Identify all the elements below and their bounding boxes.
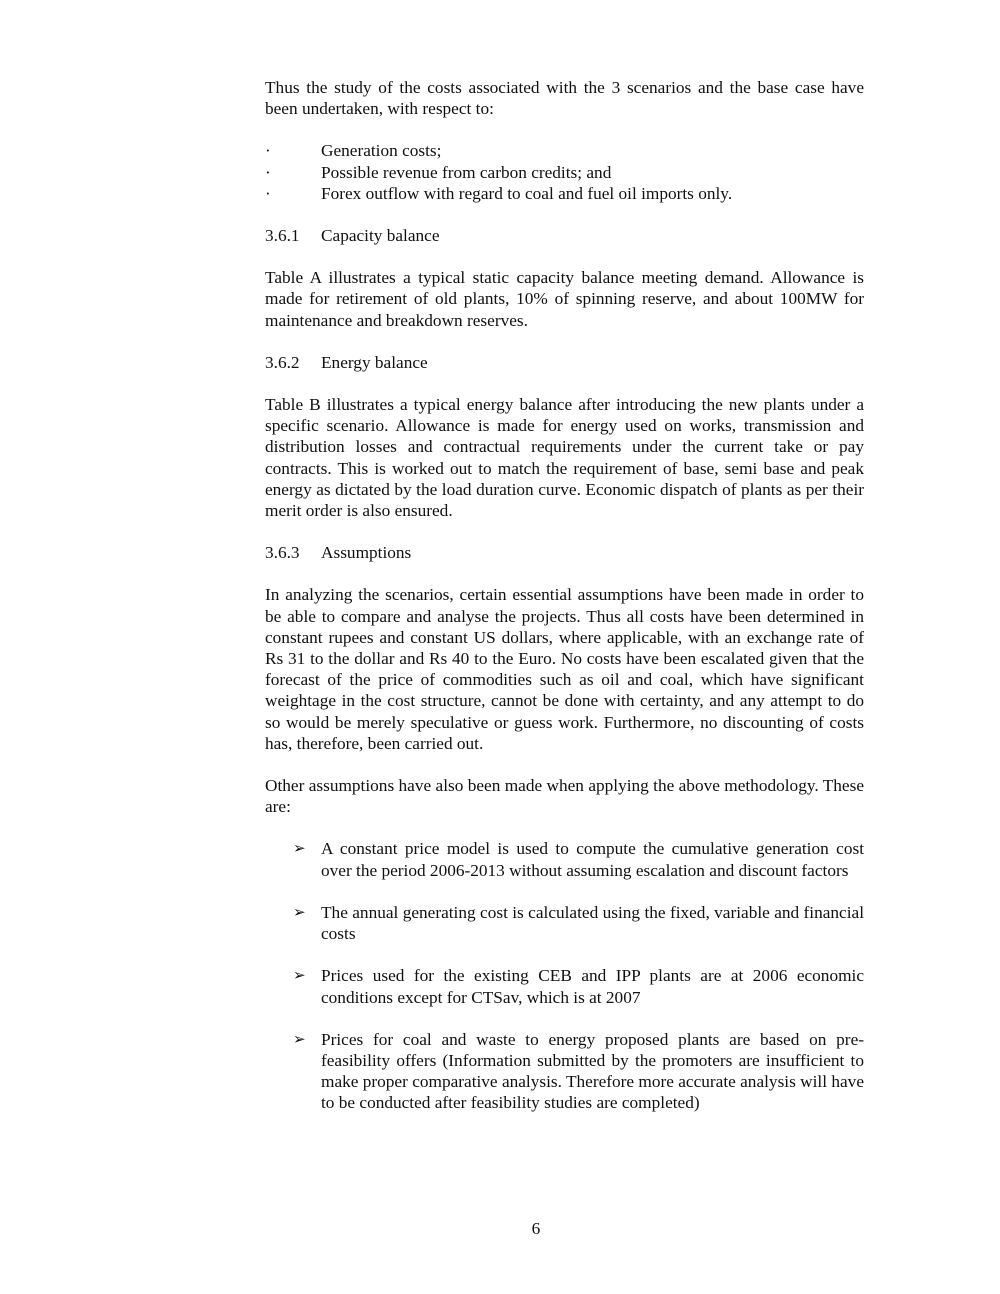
section-heading-energy-balance bbox=[265, 352, 864, 373]
list-item: · Possible revenue from carbon credits; and bbox=[265, 162, 612, 182]
section-title: Assumptions bbox=[321, 543, 412, 563]
cost-criteria-list bbox=[265, 140, 864, 204]
list-item: ➢ Prices for coal and waste to energy proposed plants are based on pre-feasibility offers (Information submitted by the promoters are insufficient to make proper comparative analysis. Therefore more accurate analysis will have to be conducted after feasibility studies are completed) bbox=[293, 1029, 864, 1113]
other-assumptions-paragraph: Other assumptions have also been made when applying the above methodology. These are: bbox=[265, 776, 864, 817]
assumptions-paragraph: In analyzing the scenarios, certain essential assumptions have been made in order to be able to compare and analyse the projects. Thus all costs have been determined in constant rupees and constant US dollars, where applicable, with an exchange rate of Rs 31 to the dollar and Rs 40 to the Euro. No costs have been escalated given that the forecast of the price of commodities such as oil and coal, which have significant weightage in the cost structure, cannot be done with certainty, and any attempt to do so would be merely speculative or guess work. Furthermore, no discounting of costs has, therefore, been carried out. bbox=[265, 585, 864, 753]
page-number: 6 bbox=[531, 1219, 541, 1238]
capacity-balance-paragraph: Table A illustrates a typical static capacity balance meeting demand. Allowance is made for retirement of old plants, 10% of spinning reserve, and about 100MW for maintenance and breakdown reserves. bbox=[265, 268, 864, 330]
list-item: ➢ A constant price model is used to compute the cumulative generation cost over the period 2006-2013 without assuming escalation and discount factors bbox=[293, 839, 864, 880]
arrow-bullet-icon: ➢ bbox=[293, 966, 306, 985]
arrow-bullet-icon: ➢ bbox=[293, 902, 306, 921]
section-heading-capacity-balance bbox=[265, 225, 864, 246]
section-title: Energy balance bbox=[321, 352, 428, 372]
list-item: ➢ Prices used for the existing CEB and IPP plants are at 2006 economic conditions except for CTSav, which is at 2007 bbox=[293, 966, 864, 1007]
bullet-dot-icon: · bbox=[265, 183, 271, 203]
section-title: Capacity balance bbox=[321, 226, 440, 246]
energy-balance-paragraph: Table B illustrates a typical energy balance after introducing the new plants under a specific scenario. Allowance is made for energy used on works, transmission and distribution losses and contractual requirements under the current take or pay contracts. This is worked out to match the requirement of base, semi base and peak energy as dictated by the load duration curve. Economic dispatch of plants as per their merit order is also ensured. bbox=[265, 395, 864, 521]
list-item: · Forex outflow with regard to coal and fuel oil imports only. bbox=[265, 183, 733, 203]
section-number: 3.6.3 bbox=[265, 543, 300, 563]
section-heading-assumptions bbox=[265, 542, 864, 563]
bullet-dot-icon: · bbox=[265, 141, 271, 161]
assumptions-list bbox=[265, 838, 864, 1113]
arrow-bullet-icon: ➢ bbox=[293, 1029, 306, 1048]
document-page bbox=[265, 77, 864, 1135]
arrow-bullet-icon: ➢ bbox=[293, 839, 306, 858]
section-number: 3.6.1 bbox=[265, 226, 300, 246]
section-number: 3.6.2 bbox=[265, 352, 300, 372]
intro-paragraph: Thus the study of the costs associated with the 3 scenarios and the base case have been undertaken, with respect to: bbox=[265, 78, 864, 119]
list-item: · Generation costs; bbox=[265, 141, 442, 161]
bullet-dot-icon: · bbox=[265, 162, 271, 182]
list-item: ➢ The annual generating cost is calculated using the fixed, variable and financial costs bbox=[293, 902, 864, 944]
